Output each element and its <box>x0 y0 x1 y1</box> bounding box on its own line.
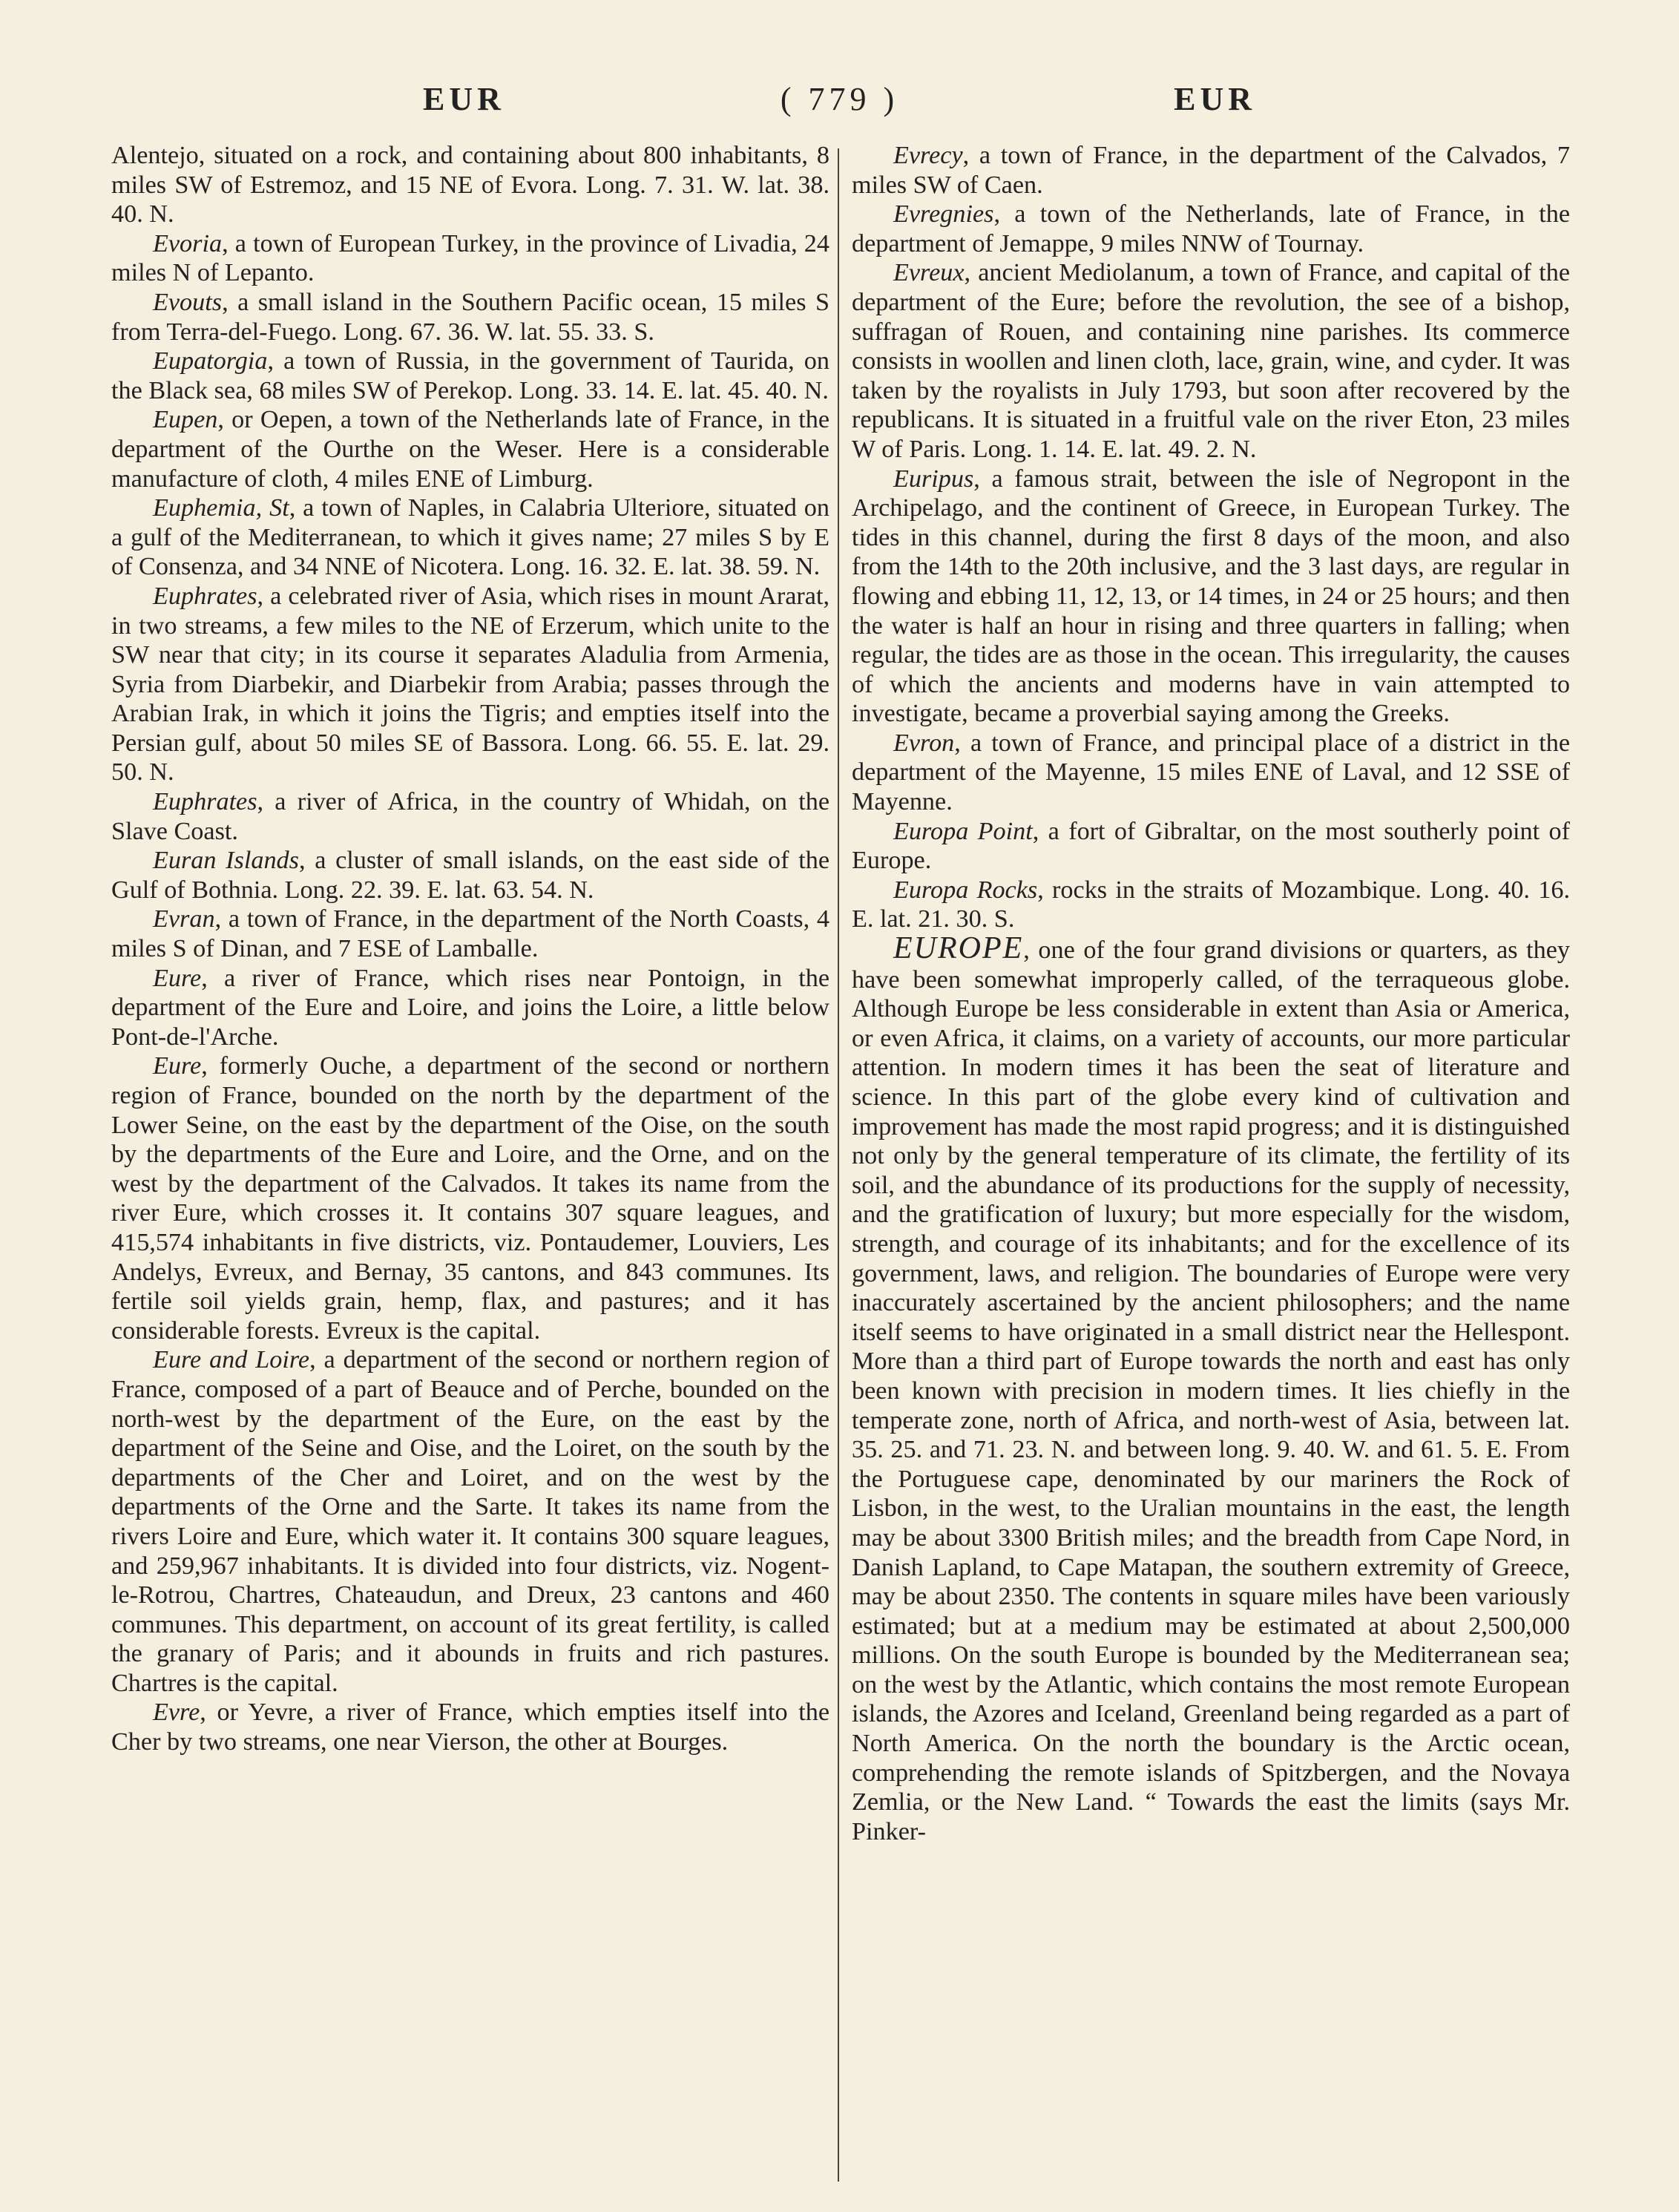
entry-headword: Eupen <box>153 406 218 434</box>
entry-text: , a town of France, and principal place of a district in the department of the Mayenne, 15 miles ENE of Laval, and 12 SSE of Mayenne. <box>852 729 1570 816</box>
entry-text: , a town of Naples, in Calabria Ulteriore, situated on a gulf of the Mediterranean, to which it gives name; 27 miles S by E of Consenza, and 34 NNE of Nicotera. Long. 16. 32. E. lat. 38. 59. N. <box>111 494 829 581</box>
entry-text: , a town of France, in the department of the North Coasts, 4 miles S of Dinan, and 7 ESE of Lamballe. <box>111 905 829 963</box>
entry-headword: Evron <box>893 729 955 757</box>
entry-text: , or Oepen, a town of the Netherlands late of France, in the department of the Ourthe on the Weser. Here is a considerable manufacture of cloth, 4 miles ENE of Limburg. <box>111 406 829 493</box>
dictionary-entry <box>111 1698 829 1756</box>
entry-headword: Euphemia, St <box>153 494 289 522</box>
entry-headword: Evran <box>153 905 215 933</box>
dictionary-entry <box>852 258 1570 464</box>
entry-text: , a famous strait, between the isle of Negropont in the Archipelago, and the continent of Greece, in European Turkey. The tides in this channel, during the first 8 days of the moon, and also from the 14th to the 20th inclusive, and the 3 last days, are regular in flowing and ebbing 11, 12, 13, or 14 times, in 24 or 25 hours; and then the water is half an hour in rising and three quarters in falling; when regular, the tides are as those in the ocean. This irregularity, the causes of which the ancients and moderns have in vain attempted to investigate, became a proverbial saying among the Greeks. <box>852 465 1570 728</box>
entry-text: , one of the four grand divisions or quarters, as they have been somewhat improperly called, of the terraqueous globe. Although Europe be less considerable in extent than Asia or America, or even Africa, it claims, on a variety of accounts, our more particular attention. In modern times it has been the seat of literature and science. In this part of the globe every kind of cultivation and improvement has made the most rapid progress; and it is distinguished not only by the general temperature of its climate, the fertility of its soil, and the abundance of its productions for the supply of necessity, and the gratification of luxury; but more especially for the wisdom, strength, and courage of its inhabitants; and for the excellence of its government, laws, and religion. The boundaries of Europe were very inaccurately ascertained by the ancient philosophers; and the name itself seems to have originated in a small district near the Hellespont. More than a third part of Europe towards the north and east has only been known with precision in modern times. It lies chiefly in the temperate zone, north of Africa, and north-west of Asia, between lat. 35. 25. and 71. 23. N. and between long. 9. 40. W. and 61. 5. E. From the Portuguese cape, denominated by our mariners the Rock of Lisbon, in the west, to the Uralian mountains in the east, the length may be about 3300 British miles; and the breadth from Cape Nord, in Danish Lapland, to Cape Matapan, the southern extremity of Greece, may be about 2350. The contents in square miles have been variously estimated; but at a medium may be estimated at about 2,500,000 millions. On the south Europe is bounded by the Mediterranean sea; on the west by the Atlantic, which contains the most remote European islands, the Azores and Iceland, Greenland being regarded as a part of North America. On the north the boundary is the Arctic ocean, comprehending the remote islands of Spitzbergen, and the Novaya Zemlia, or the New Land. “ Towards the east the limits (says Mr. Pinker- <box>852 936 1570 1845</box>
entry-headword: Eure and Loire <box>153 1346 310 1374</box>
entry-text: , formerly Ouche, a department of the second or northern region of France, bounded on the north by the department of the Lower Seine, on the east by the department of the Oise, on the south by the departments of the Eure and Loire, and the Orne, and on the west by the department of the Calvados. It takes its name from the river Eure, which crosses it. It contains 307 square leagues, and 415,574 inhabitants in five districts, viz. Pontaudemer, Louviers, Les Andelys, Evreux, and Bernay, 35 cantons, and 843 communes. Its fertile soil yields grain, hemp, flax, and pastures; and it has considerable forests. Evreux is the capital. <box>111 1052 829 1345</box>
entry-headword: Evouts <box>153 288 223 316</box>
header-right: EUR <box>1174 81 1256 117</box>
entry-headword: Eure <box>153 1052 202 1080</box>
entry-headword: Euphrates <box>153 582 257 610</box>
dictionary-entry <box>111 141 829 229</box>
running-head <box>111 80 1568 122</box>
entry-headword: EUROPE <box>893 931 1024 966</box>
entry-headword: Eure <box>153 964 202 992</box>
dictionary-entry <box>111 405 829 493</box>
entry-headword: Evreux <box>893 259 965 287</box>
entry-headword: Eupatorgia <box>153 347 268 375</box>
dictionary-entry <box>852 200 1570 258</box>
dictionary-entry <box>852 141 1570 200</box>
entry-text: , a small island in the Southern Pacific ocean, 15 miles S from Terra-del-Fuego. Long. 67. 36. W. lat. 55. 33. S. <box>111 288 829 346</box>
entry-text: , a fort of Gibraltar, on the most southerly point of Europe. <box>852 817 1570 875</box>
entry-text: , a town of the Netherlands, late of France, in the department of Jemappe, 9 miles NNW of Tournay. <box>852 200 1570 257</box>
entry-text: , a river of France, which rises near Pontoign, in the department of the Eure and Loire, and joins the Loire, a little below Pont-de-l'Arche. <box>111 964 829 1051</box>
entry-text: , or Yevre, a river of France, which empties itself into the Cher by two streams, one near Vierson, the other at Bourges. <box>111 1699 829 1756</box>
dictionary-entry <box>111 1051 829 1345</box>
entry-text: , ancient Mediolanum, a town of France, and capital of the department of the Eure; before the revolution, the see of a bishop, suffragan of Rouen, and containing nine parishes. Its commerce consists in woollen and linen cloth, lace, grain, wine, and cyder. It was taken by the royalists in July 1793, but soon after recovered by the republicans. It is situated in a fruitful vale on the river Eton, 23 miles W of Paris. Long. 1. 14. E. lat. 49. 2. N. <box>852 259 1570 463</box>
dictionary-entry <box>852 931 1570 1846</box>
entry-text: , a town of European Turkey, in the province of Livadia, 24 miles N of Lepanto. <box>111 229 829 287</box>
dictionary-entry <box>111 1345 829 1698</box>
dictionary-entry <box>111 582 829 787</box>
entry-headword: Europa Point <box>893 817 1033 845</box>
dictionary-entry <box>111 288 829 347</box>
dictionary-entry <box>111 787 829 846</box>
entry-text: , a river of Africa, in the country of Whidah, on the Slave Coast. <box>111 788 829 845</box>
entry-headword: Euphrates <box>153 788 257 816</box>
entry-headword: Euran Islands <box>153 847 299 875</box>
dictionary-entry <box>852 876 1570 934</box>
entry-text: , a town of France, in the department of the Calvados, 7 miles SW of Caen. <box>852 142 1570 199</box>
right-column <box>852 141 1570 1846</box>
entry-text: Alentejo, situated on a rock, and containing about 800 inhabitants, 8 miles SW of Estremoz, and 15 NE of Evora. Long. 7. 31. W. lat. 38. 40. N. <box>111 142 829 229</box>
column-divider <box>838 148 839 2182</box>
entry-headword: Evregnies <box>893 200 994 229</box>
dictionary-entry <box>111 846 829 905</box>
entry-headword: Evre <box>153 1699 200 1727</box>
dictionary-entry <box>852 729 1570 817</box>
entry-headword: Europa Rocks <box>893 876 1038 904</box>
entry-text: , a cluster of small islands, on the east side of the Gulf of Bothnia. Long. 22. 39. E. lat. 63. 54. N. <box>111 847 829 904</box>
dictionary-entry <box>111 905 829 963</box>
entry-headword: Evoria <box>153 229 223 257</box>
header-left: EUR <box>423 81 505 117</box>
entry-text: , a town of Russia, in the government of Taurida, on the Black sea, 68 miles SW of Perekop. Long. 33. 14. E. lat. 45. 40. N. <box>111 347 829 404</box>
entry-text: , a department of the second or northern region of France, composed of a part of Beauce and of Perche, bounded on the north-west by the department of the Eure, on the east by the department of the Seine and Oise, and the Loiret, on the south by the departments of the Cher and Loiret, and on the west by the departments of the Orne and the Sarte. It takes its name from the rivers Loire and Eure, which water it. It contains 300 square leagues, and 259,967 inhabitants. It is divided into four districts, viz. Nogent-le-Rotrou, Chartres, Chateaudun, and Dreux, 23 cantons and 460 communes. This department, on account of its great fertility, is called the granary of Paris; and it abounds in fruits and rich pastures. Chartres is the capital. <box>111 1346 829 1697</box>
page-number: ( 779 ) <box>780 81 899 117</box>
dictionary-entry <box>111 347 829 405</box>
dictionary-entry <box>111 229 829 288</box>
entry-headword: Euripus <box>893 465 974 493</box>
dictionary-entry <box>111 493 829 582</box>
entry-headword: Evrecy <box>893 142 963 169</box>
entry-text: , rocks in the straits of Mozambique. Long. 40. 16. E. lat. 21. 30. S. <box>852 876 1570 933</box>
left-column <box>111 141 829 1757</box>
entry-text: , a celebrated river of Asia, which rises in mount Ararat, in two streams, a few miles to the NE of Erzerum, which unite to the SW near that city; in its course it separates Aladulia from Armenia, Syria from Diarbekir, and Diarbekir from Arabia; passes through the Arabian Irak, in which it joins the Tigris; and empties itself into the Persian gulf, about 50 miles SE of Bassora. Long. 66. 55. E. lat. 29. 50. N. <box>111 582 829 787</box>
dictionary-entry <box>111 964 829 1052</box>
dictionary-entry <box>852 465 1570 729</box>
dictionary-entry <box>852 817 1570 876</box>
